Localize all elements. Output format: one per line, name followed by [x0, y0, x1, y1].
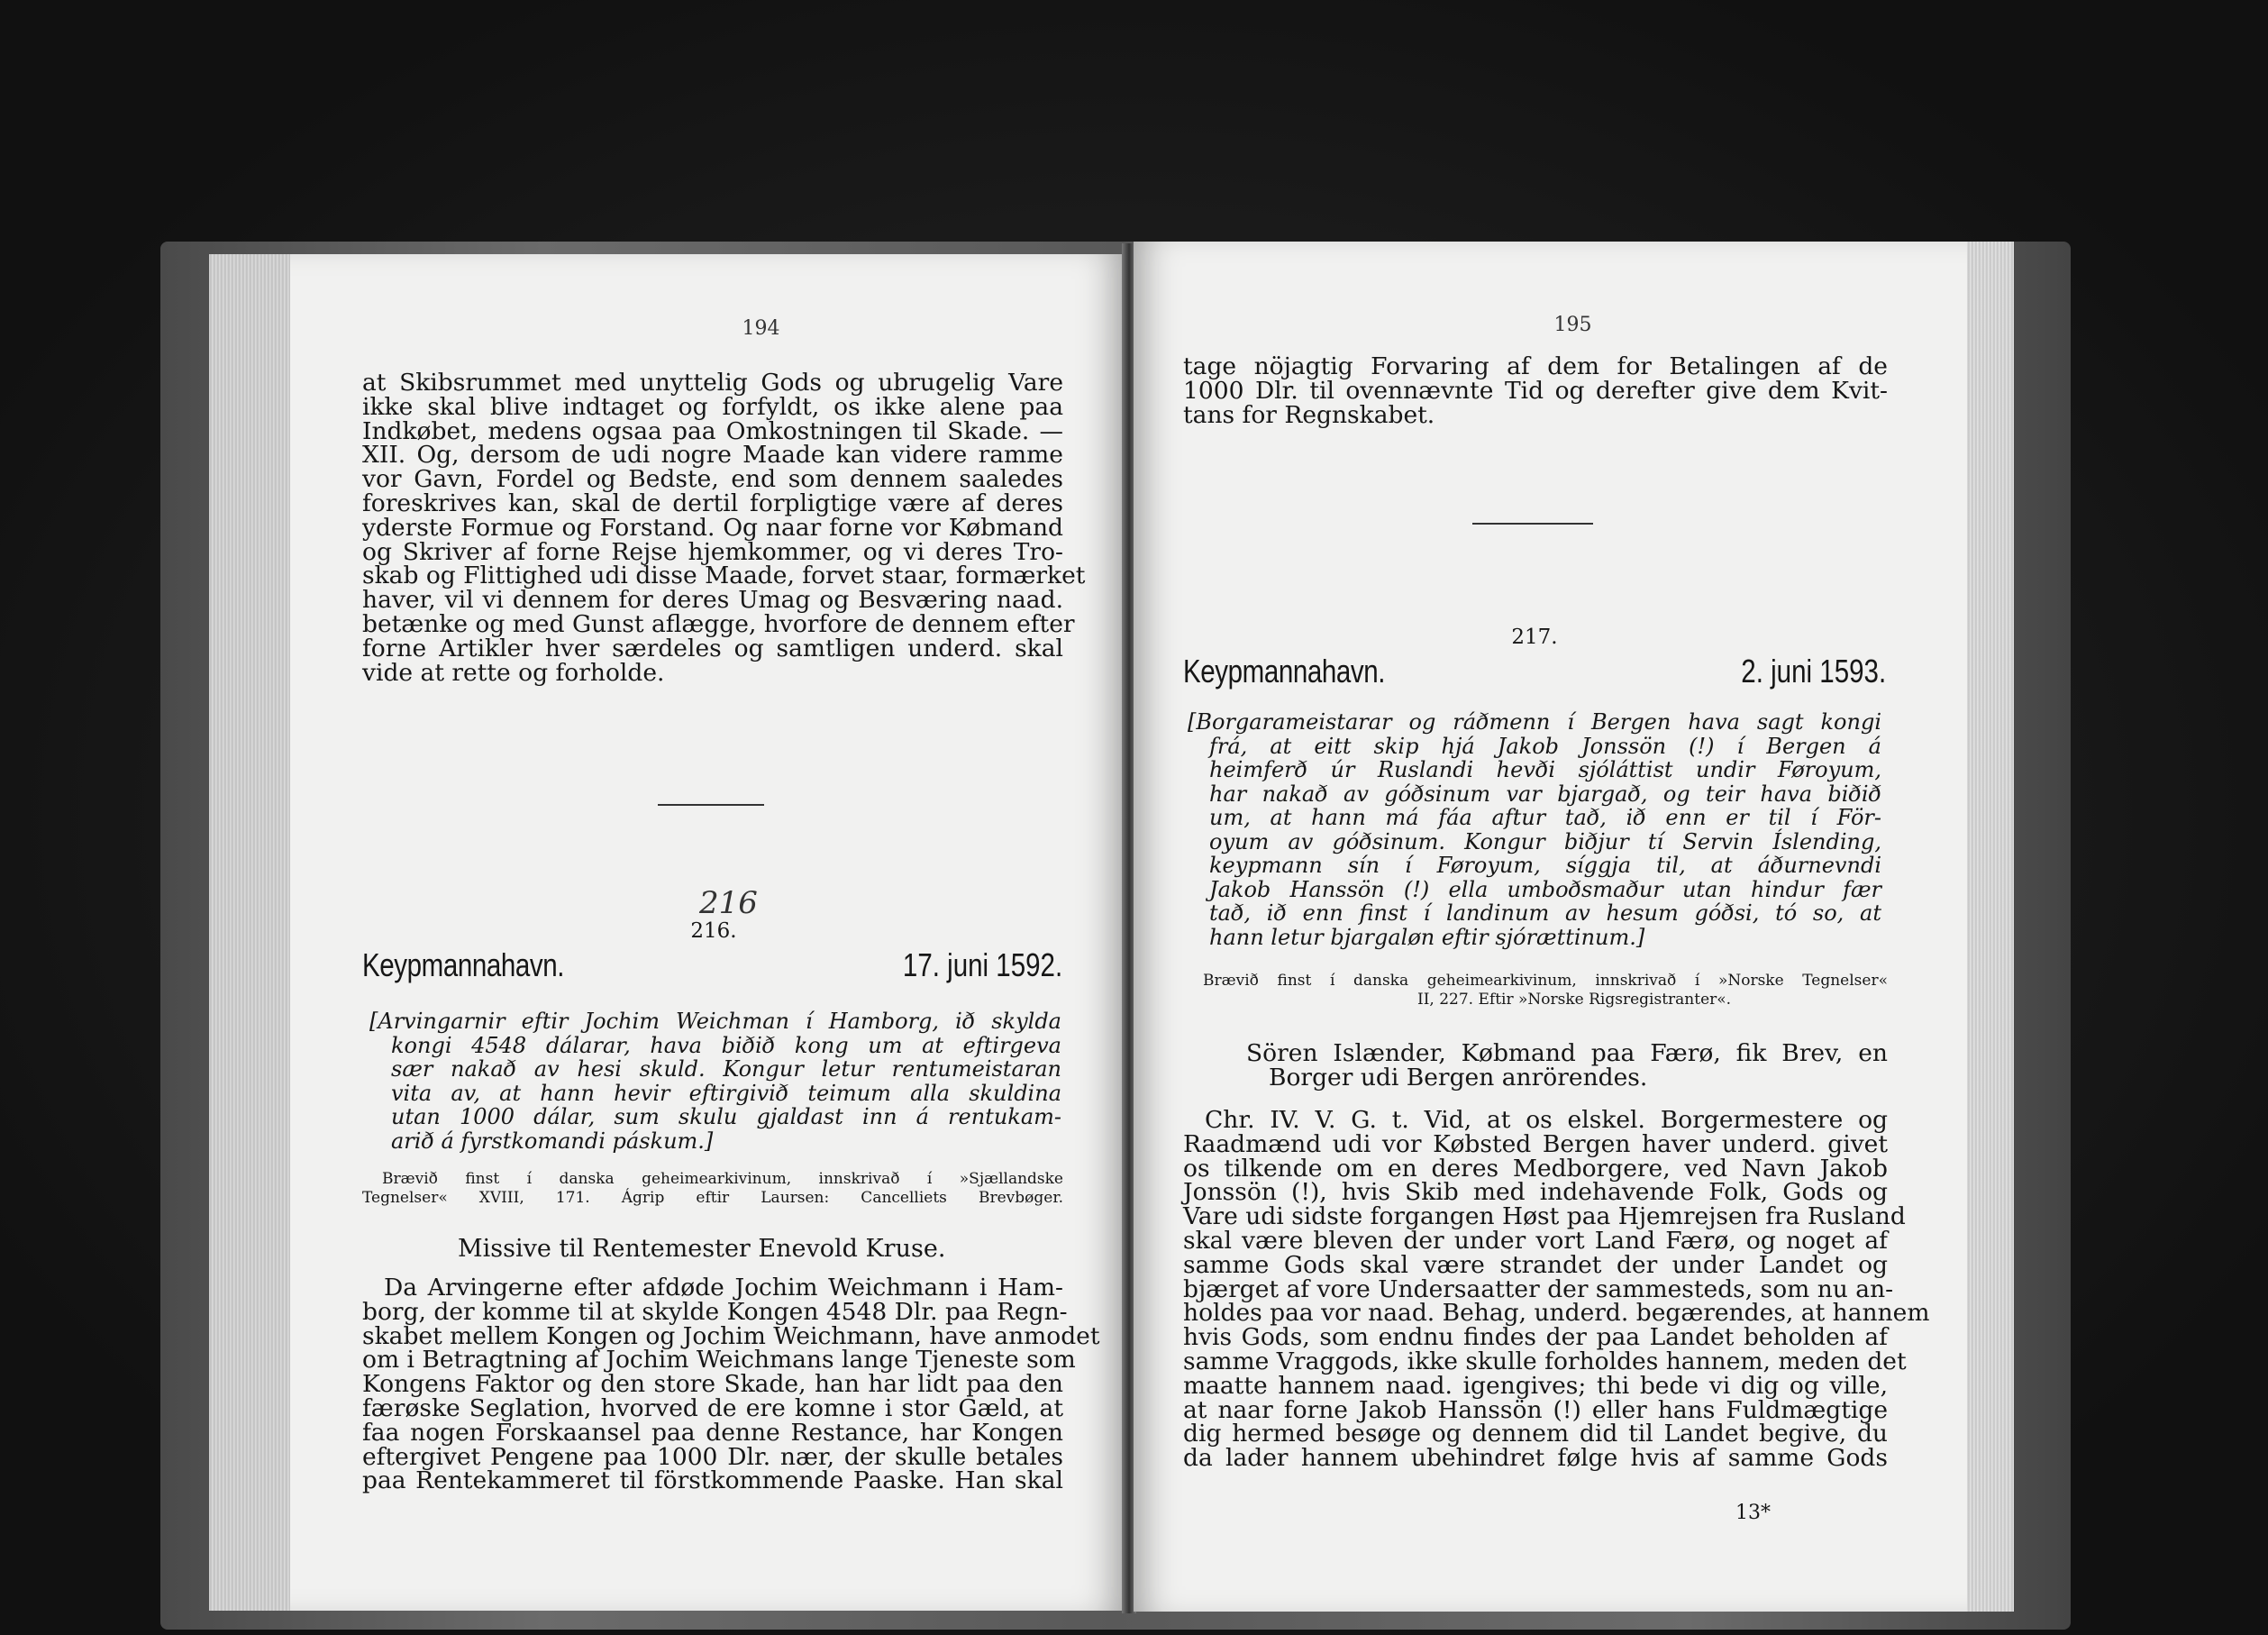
text-line: Jakob Hanssön (!) ella umboðsmaður utan hindur fær: [1209, 876, 1881, 902]
text-line: Chr. IV. V. G. t. Vid, at os elskel. Borgermestere og: [1205, 1106, 1888, 1134]
right-page: [1134, 242, 1967, 1612]
page-number: 195: [1553, 314, 1592, 336]
source-note: [1183, 972, 1888, 1009]
text-line: betænke og med Gunst aflægge, hvorfore de dennem efter: [362, 609, 1075, 638]
text-line: borg, der komme til at skylde Kongen 4548 Dlr. paa Regn-: [362, 1297, 1068, 1326]
missive-title: Missive til Rentemester Enevold Kruse.: [458, 1235, 946, 1263]
text-line: har nakað av góðsinum var bjargað, og teir hava biðið: [1209, 781, 1881, 807]
text-line: kongi 4548 dálarar, hava biðið kong um at eftirgeva: [391, 1032, 1061, 1058]
text-line: sær nakað av hesi skuld. Kongur letur rentumeistaran: [391, 1056, 1061, 1082]
text-line: foreskrives kan, skal de dertil forpligtige være af deres: [362, 489, 1063, 517]
source-line: Brævið finst í danska geheimearkivinum, innskrivað í »Norske Tegnelser«: [1203, 972, 1888, 990]
text-line: yderste Formue og Forstand. Og naar forne vor Købmand: [362, 513, 1063, 542]
continuation-text: [1183, 352, 1888, 429]
section-divider: [1472, 523, 1593, 525]
text-line: om i Betragtning af Jochim Weichmans lange Tjeneste som: [362, 1346, 1076, 1375]
text-line: utan 1000 dálar, sum skulu gjaldast inn á rentukam-: [391, 1104, 1061, 1129]
body-text: [362, 1274, 1100, 1495]
text-line: Kongens Faktor og den store Skade, han har lidt paa den: [362, 1370, 1063, 1399]
text-line: færøske Seglation, hvorved de ere komne i stor Gæld, at: [362, 1393, 1063, 1422]
text-line: haver, vil vi dennem for deres Umag og Besværing naad.: [362, 586, 1063, 615]
text-line: tað, ið enn finst í landinum av hesum góðsi, tó so, at: [1209, 900, 1881, 926]
text-line: skal være bleven der under vort Land Færø, og noget af: [1183, 1226, 1888, 1255]
text-line: [Borgarameistarar og ráðmenn í Bergen hava sagt kongi: [1188, 709, 1881, 735]
text-line: um, at hann má fáa aftur tað, ið enn er til í För-: [1209, 805, 1881, 830]
text-line: paa Rentekammeret til förstkommende Paaske. Han skal: [362, 1466, 1063, 1495]
document-number: 217.: [1511, 626, 1558, 649]
heading-date: 2. juni 1593.: [1741, 653, 1886, 690]
text-line: tage nöjagtig Forvaring af dem for Betalingen af de: [1183, 352, 1888, 380]
text-line: ikke skal blive indtaget og forfyldt, os ikke alene paa: [362, 392, 1063, 421]
text-line: vide at rette og forholde.: [362, 658, 665, 687]
heading-date: 17. juni 1592.: [902, 946, 1062, 983]
heading-place: Keypmannahavn.: [362, 946, 565, 983]
text-line: frá, at eitt skip hjá Jakob Jonssön (!) í Bergen á: [1209, 733, 1881, 759]
signature-mark: 13*: [1735, 1502, 1771, 1524]
page-number: 194: [742, 317, 780, 340]
text-line: arið á fyrstkomandi páskum.]: [391, 1128, 714, 1154]
body-text: [1183, 1106, 1930, 1473]
text-line: forne Artikler hver særdeles og samtligen underd. skal: [362, 634, 1063, 662]
summary-text: [369, 1009, 1061, 1153]
address-text: [1183, 1039, 1888, 1092]
summary-text: [1188, 710, 1881, 949]
text-line: Da Arvingerne efter afdøde Jochim Weichmann i Ham-: [384, 1274, 1063, 1302]
text-line: Indkøbet, medens ogsaa paa Omkostningen til Skade. —: [362, 416, 1063, 445]
handwritten-number: 216: [699, 885, 758, 921]
text-line: samme Gods skal være strandet der under Landet og: [1183, 1250, 1888, 1279]
text-line: og Skriver af forne Rejse hjemkommer, og vi deres Tro-: [362, 537, 1063, 566]
text-line: skabet mellem Kongen og Jochim Weichmann, have anmodet: [362, 1321, 1100, 1350]
text-line: Raadmænd udi vor Købsted Bergen haver underd. givet: [1183, 1129, 1888, 1158]
text-line: vor Gavn, Fordel og Bedste, end som dennem saaledes: [362, 465, 1063, 494]
text-line: Sören Islænder, Købmand paa Færø, fik Brev, en: [1246, 1039, 1888, 1067]
source-note: [362, 1170, 1063, 1208]
source-line: Tegnelser« XVIII, 171. Ágrip eftir Laursen: Cancelliets Brevbøger.: [362, 1189, 1063, 1207]
text-line: hvis Gods, som endnu findes der paa Landet beholden af: [1183, 1323, 1888, 1352]
source-line: II, 227. Eftir »Norske Rigsregistranter«.: [1417, 991, 1732, 1009]
left-page: [290, 254, 1124, 1611]
text-line: oyum av góðsinum. Kongur biðjur tí Servin Íslending,: [1209, 828, 1881, 854]
text-line: holdes paa vor naad. Behag, underd. begærendes, at hannem: [1183, 1299, 1930, 1328]
section-divider: [658, 804, 764, 806]
text-line: da lader hannem ubehindret følge hvis af samme Gods: [1183, 1444, 1888, 1473]
continuation-text: [362, 369, 1086, 687]
text-line: os tilkende om en deres Medborgere, ved Navn Jakob: [1183, 1154, 1888, 1183]
text-line: maatte hannem naad. igengives; thi bede vi dig og ville,: [1183, 1371, 1888, 1400]
text-line: faa nogen Forskaansel paa denne Restance, har Kongen: [362, 1418, 1063, 1447]
text-line: XII. Og, dersom de udi nogre Maade kan videre ramme: [362, 441, 1063, 470]
source-line: Brævið finst í danska geheimearkivinum, innskrivað í »Sjællandske: [382, 1170, 1063, 1188]
text-line: bjærget af vore Undersaatter der sammesteds, som nu an-: [1183, 1274, 1894, 1303]
text-line: tans for Regnskabet.: [1183, 400, 1435, 429]
text-line: 1000 Dlr. til ovennævnte Tid og derefter give dem Kvit-: [1183, 376, 1888, 405]
text-line: vita av, at hann hevir eftirgivið teimum alla skuldina: [391, 1080, 1061, 1106]
text-line: Borger udi Bergen anrörendes.: [1269, 1063, 1648, 1092]
text-line: Vare udi sidste forgangen Høst paa Hjemrejsen fra Rusland: [1183, 1202, 1906, 1231]
text-line: at Skibsrummet med unyttelig Gods og ubrugelig Vare: [362, 369, 1063, 397]
text-line: hann letur bjargaløn eftir sjórættinum.]: [1209, 924, 1645, 950]
text-line: skab og Flittighed udi disse Maade, forvet staar, formærket: [362, 562, 1086, 590]
text-line: [Arvingarnir eftir Jochim Weichman í Hamborg, ið skylda: [369, 1009, 1061, 1034]
document-number: 216.: [690, 919, 737, 943]
text-line: dig hermed besøge og dennem did til Landet begive, du: [1183, 1420, 1888, 1448]
text-line: eftergivet Pengene paa 1000 Dlr. nær, der skulle betales: [362, 1442, 1063, 1471]
text-line: Jonssön (!), hvis Skib med indehavende Folk, Gods og: [1183, 1178, 1888, 1207]
right-page-edges: [1960, 242, 2014, 1612]
left-page-edges: [209, 254, 295, 1611]
text-line: keypmann sín í Føroyum, síggja til, at áðurnevndi: [1209, 853, 1881, 878]
heading-place: Keypmannahavn.: [1183, 653, 1386, 690]
text-line: heimferð úr Ruslandi hevði sjóláttist undir Føroyum,: [1209, 757, 1881, 782]
text-line: samme Vraggods, ikke skulle forholdes hannem, meden det: [1183, 1347, 1907, 1375]
text-line: at naar forne Jakob Hanssön (!) eller hans Fuldmægtige: [1183, 1395, 1888, 1424]
